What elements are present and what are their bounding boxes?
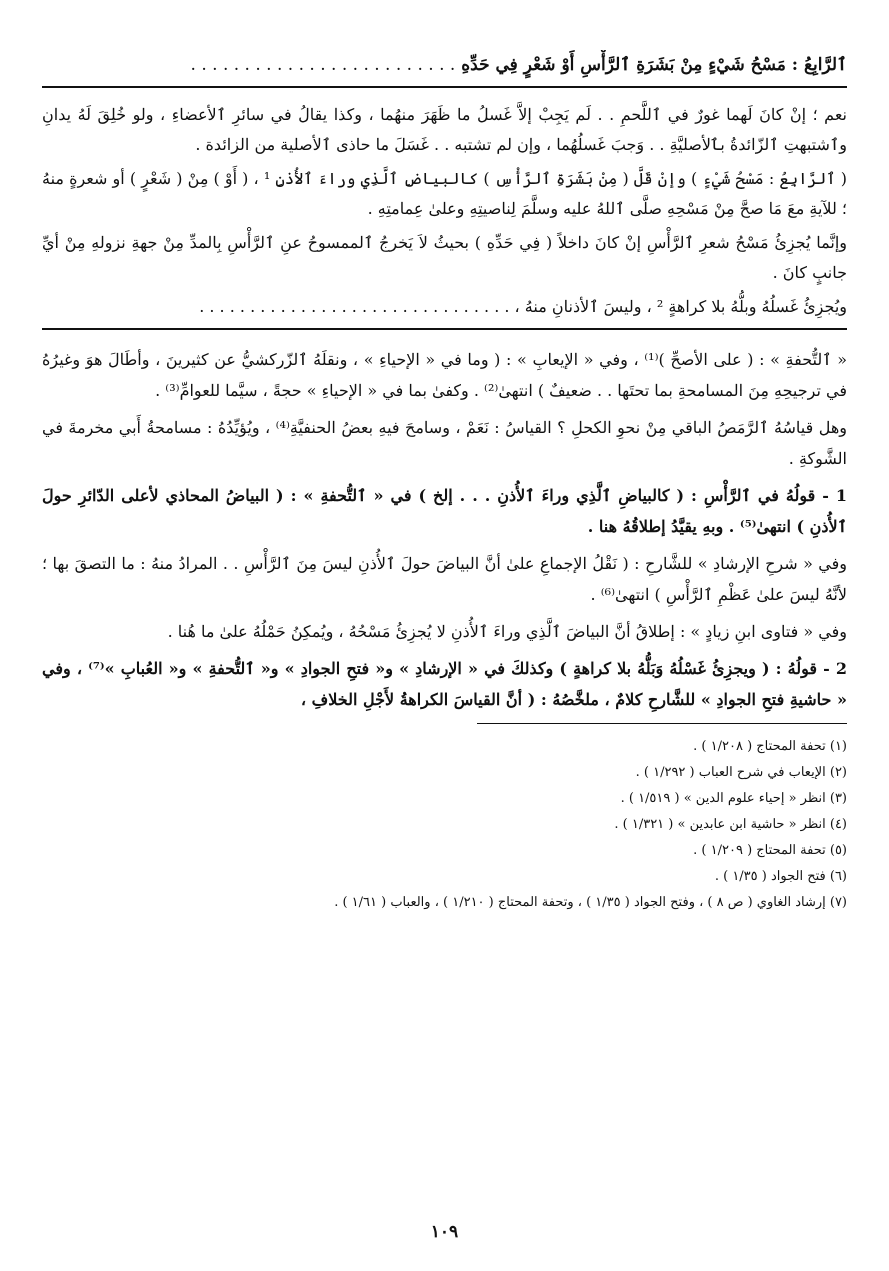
page-body [42,50,847,916]
header-rule [42,86,847,88]
footnote: (٦) فتح الجواد ( ١/٣٥ ) . [714,869,847,884]
footnote: (٢) الإيعاب في شرح العباب ( ١/٢٩٢ ) . [635,765,847,780]
footnote: (١) تحفة المحتاج ( ١/٢٠٨ ) . [693,739,847,754]
running-header [42,50,847,80]
sharh-paragraph: 1 - قولُهُ في ٱلرَّأْسِ : ( كالبياضِ ٱلَّذِي وراءَ ٱلأُذنِ . . . إلخ ) في « ٱلتُّحفةِ » : ( البياضُ المحاذي لأعلى الدّائرِ حولَ ٱلأُذنِ ) انتهىٰ⁽⁵⁾ . وبهِ يقيَّدُ إطلاقُهُ هنا . [42,486,847,536]
sharh-paragraph: « ٱلتُّحفةِ » : ( على الأصحِّ )⁽¹⁾ ، وفي « الإيعابِ » : ( وما في « الإحياءِ » ، ونقلَهُ ٱلزّركشيُّ عن كثيرينَ ، وأطَالَ هوَ وغيرُهُ في ترجيحِهِ مِنَ المسامحةِ بما تحتَها . . ضعيفٌ ) انتهىٰ⁽²⁾ . وكفىٰ بما في « الإحياءِ » حجةً ، سيَّما للعوامِّ⁽³⁾ . [42,350,847,400]
sharh-paragraph: وفي « فتاوى ابنِ زيادٍ » : إطلاقُ أنَّ البياضَ ٱلَّذِي وراءَ ٱلأُذنِ لا يُجزِئُ مَسْحُهُ ، ويُمكِنُ حَمْلُهُ علىٰ ما هُنا . [167,622,847,641]
footnote-rule [477,723,847,724]
header-text: ٱلرَّابِعُ : مَسْحُ شَيْءٍ مِنْ بَشَرَةِ ٱلرَّأْسِ أَوْ شَعْرٍ فِي حَدِّهِ [461,55,847,75]
footnote: (٣) انظر « إحياء علوم الدين » ( ١/٥١٩ ) . [620,791,847,806]
matn-last-line: ويُجزِئُ غَسلُهُ وبلُّهُ بلا كراهةٍ ² ، وليسَ ٱلأذنانِ منهُ ، [514,297,847,316]
matn-dots: . . . . . . . . . . . . . . . . . . . . . . . . . . . . . . . [199,297,510,316]
section-divider [42,328,847,330]
matn-paragraph: نعم ؛ إنْ كانَ لَهما غورٌ في ٱللَّحمِ . . لَم يَجِبْ إلاَّ غَسلُ ما ظَهَرَ منهُما ، وكذا يقالُ في سائرِ ٱلأعضاءِ ، ولو خُلِقَ لَهُ يدانِ وٱشتبهتِ ٱلزّائدةُ بٱلأصليَّةِ . . وَجبَ غَسلُهُما ، وإن لم تشتبه . . غَسَلَ ما حاذى ٱلأصلية من الزائدة . [42,105,848,154]
matn-paragraph [42,292,847,322]
sharh-section [42,344,847,715]
page-number: ١٠٩ [430,1222,459,1242]
matn-section [42,100,847,322]
matn-paragraph: ( ٱلرَّابِعُ : مَسْحُ شَيْءٍ ) وإنْ قَلَّ ( مِنْ بَشَرَةِ ٱلرَّأْسِ ) كالبياضِ ٱلَّذِي وراءَ ٱلأُذنِ ¹ ، ( أَوْ ) مِنْ ( شَعْرٍ ) أو شعرةٍ منهُ ؛ للآيةِ معَ مَا صحَّ مِنْ مَسْحِهِ صلَّى ٱللهُ عليه وسلَّمَ لِناصيتِهِ وعلىٰ عِمامتِهِ . [42,169,847,218]
sharh-paragraph: وهل قياسُهُ ٱلرَّمَصُ الباقي مِنْ نحوِ الكحلِ ؟ القياسُ : نَعَمْ ، وسامحَ فيهِ بعضُ الحنفيَّةِ⁽⁴⁾ ، ويُؤيِّدُهُ : مسامحةُ أَبي مخرمةَ في الشَّوكةِ . [42,418,848,468]
matn-paragraph: وإنَّما يُجزِئُ مَسْحُ شعرِ ٱلرَّأْسِ إنْ كانَ داخلاً ( فِي حَدِّهِ ) بحيثُ لاَ يَخرجُ ٱلممسوحُ عنِ ٱلرَّأْسِ بِالمدِّ مِنْ جهةِ نزولهِ مِنْ أيِّ جانبٍ كانَ . [42,233,847,282]
sharh-paragraph: 2 - قولُهُ : ( ويجزِئُ غَسْلُهُ وَبَلُّهُ بلا كراهةٍ ) وكذلكَ في « الإرشادِ » و« فتحِ الجوادِ » و« ٱلتُّحفةِ » و« العُبابِ »⁽⁷⁾ ، وفي « حاشيةِ فتحِ الجوادِ » للشَّارحِ كلامٌ ، ملخَّصُهُ : ( أنَّ القياسَ الكراهةُ لأَجْلِ الخلافِ ، [42,659,847,709]
sharh-paragraph: وفي « شرحِ الإرشادِ » للشَّارحِ : ( نَقْلُ الإجماعِ علىٰ أنَّ البياضَ حولَ ٱلأُذنِ ليسَ مِنَ ٱلرَّأْسِ . . المرادُ منهُ : ما التصقَ بها ؛ لأنَّهُ ليسَ علىٰ عَظْمِ ٱلرَّأْسِ ) انتهىٰ⁽⁶⁾ . [42,554,847,604]
footnote: (٥) تحفة المحتاج ( ١/٢٠٩ ) . [693,843,847,858]
footnote: (٧) إرشاد الغاوي ( ص ٨ ) ، وفتح الجواد ( ١/٣٥ ) ، وتحفة المحتاج ( ١/٢١٠ ) ، والعباب ( ١/٦١ ) . [334,895,847,910]
header-dots: . . . . . . . . . . . . . . . . . . . . . . . . . [190,55,456,75]
footnotes [42,734,847,916]
footnote: (٤) انظر « حاشية ابن عابدين » ( ١/٣٢١ ) . [614,817,847,832]
